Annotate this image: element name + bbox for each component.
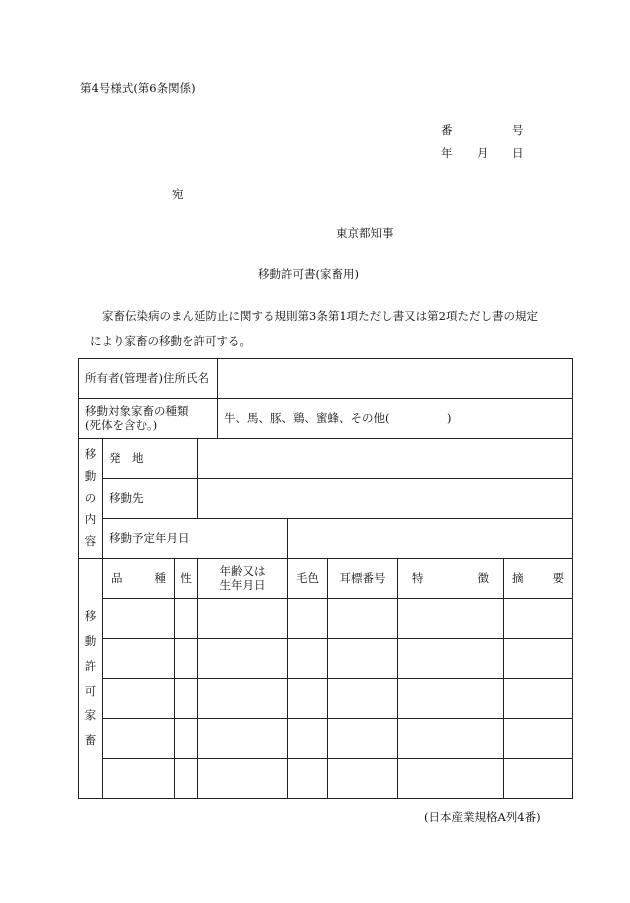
cell[interactable] — [198, 599, 288, 639]
col-remarks-b: 要 — [552, 570, 565, 585]
col-age — [198, 559, 288, 599]
cell[interactable] — [175, 639, 198, 679]
col-remarks-a: 摘 — [512, 570, 524, 585]
target-label-line2: (死体を含む。) — [85, 417, 158, 432]
permitted-section-label — [79, 559, 103, 799]
table-row — [79, 599, 573, 639]
form-number: 第4号様式(第6条関係) — [80, 81, 196, 95]
cell[interactable] — [504, 679, 573, 719]
col-breed — [103, 559, 175, 599]
addressee: 宛 — [172, 187, 184, 201]
scheduled-date-value[interactable] — [288, 519, 573, 559]
col-breed-a: 品 — [111, 570, 123, 585]
cell[interactable] — [198, 759, 288, 799]
col-age-line1: 年齢又は — [219, 563, 266, 578]
col-sex: 性 — [175, 559, 198, 599]
cell[interactable] — [328, 599, 398, 639]
date-month: 月 — [477, 146, 489, 160]
table-row — [79, 639, 573, 679]
col-feature — [398, 559, 504, 599]
permit-table — [78, 358, 573, 799]
cell[interactable] — [175, 759, 198, 799]
cell[interactable] — [288, 679, 328, 719]
cell[interactable] — [103, 679, 175, 719]
cell[interactable] — [288, 599, 328, 639]
cell[interactable] — [198, 679, 288, 719]
destination-label: 移動先 — [103, 479, 198, 519]
cell[interactable] — [398, 719, 504, 759]
cell[interactable] — [288, 759, 328, 799]
owner-value[interactable] — [218, 359, 573, 399]
movement-char: 動 — [84, 468, 97, 483]
target-label — [79, 399, 218, 439]
movement-char: の — [84, 490, 97, 505]
table-row — [79, 719, 573, 759]
departure-value[interactable] — [198, 439, 573, 479]
permitted-char: 可 — [84, 683, 97, 698]
paper-standard: (日本産業規格A列4番) — [424, 810, 541, 824]
permitted-char: 畜 — [84, 732, 97, 747]
departure-label: 発 地 — [103, 439, 198, 479]
scheduled-date-label: 移動予定年月日 — [103, 519, 288, 559]
table-row — [79, 679, 573, 719]
col-breed-b: 種 — [154, 570, 166, 585]
col-coat: 毛色 — [288, 559, 328, 599]
movement-section-label — [79, 439, 103, 559]
cell[interactable] — [398, 599, 504, 639]
destination-value[interactable] — [198, 479, 573, 519]
cell[interactable] — [175, 679, 198, 719]
cell[interactable] — [398, 759, 504, 799]
cell[interactable] — [504, 759, 573, 799]
cell[interactable] — [103, 759, 175, 799]
target-label-line1: 移動対象家畜の種類 — [85, 403, 189, 418]
number-suffix: 号 — [512, 123, 524, 137]
body-text-line2: により家畜の移動を許可する。 — [90, 334, 251, 348]
movement-char: 内 — [84, 512, 97, 527]
cell[interactable] — [103, 719, 175, 759]
permitted-char: 家 — [84, 708, 97, 723]
cell[interactable] — [504, 719, 573, 759]
permitted-char: 移 — [84, 609, 97, 624]
col-feature-b: 徴 — [477, 570, 490, 585]
cell[interactable] — [328, 759, 398, 799]
cell[interactable] — [198, 719, 288, 759]
table-row — [79, 759, 573, 799]
permitted-char: 動 — [84, 634, 97, 649]
cell[interactable] — [398, 639, 504, 679]
cell[interactable] — [328, 639, 398, 679]
date-day: 日 — [512, 146, 524, 160]
owner-label: 所有者(管理者)住所氏名 — [79, 359, 218, 399]
date-year: 年 — [441, 146, 453, 160]
col-age-line2: 生年月日 — [219, 577, 266, 592]
cell[interactable] — [175, 599, 198, 639]
cell[interactable] — [328, 679, 398, 719]
movement-char: 容 — [84, 534, 97, 549]
cell[interactable] — [288, 719, 328, 759]
cell[interactable] — [175, 719, 198, 759]
col-remarks — [504, 559, 573, 599]
cell[interactable] — [103, 599, 175, 639]
cell[interactable] — [398, 679, 504, 719]
target-options[interactable]: 牛、馬、豚、鶏、蜜蜂、その他( ) — [218, 399, 573, 439]
cell[interactable] — [198, 639, 288, 679]
cell[interactable] — [328, 719, 398, 759]
permitted-char: 許 — [84, 658, 97, 673]
cell[interactable] — [504, 639, 573, 679]
cell[interactable] — [103, 639, 175, 679]
cell[interactable] — [504, 599, 573, 639]
col-eartag: 耳標番号 — [328, 559, 398, 599]
page-title: 移動許可書(家畜用) — [258, 267, 359, 281]
body-text-line1: 家畜伝染病のまん延防止に関する規則第3条第1項ただし書又は第2項ただし書の規定 — [102, 309, 538, 323]
issuer: 東京都知事 — [336, 226, 394, 240]
number-label: 番 — [441, 123, 453, 137]
movement-char: 移 — [84, 446, 97, 461]
col-feature-a: 特 — [412, 570, 424, 585]
cell[interactable] — [288, 639, 328, 679]
